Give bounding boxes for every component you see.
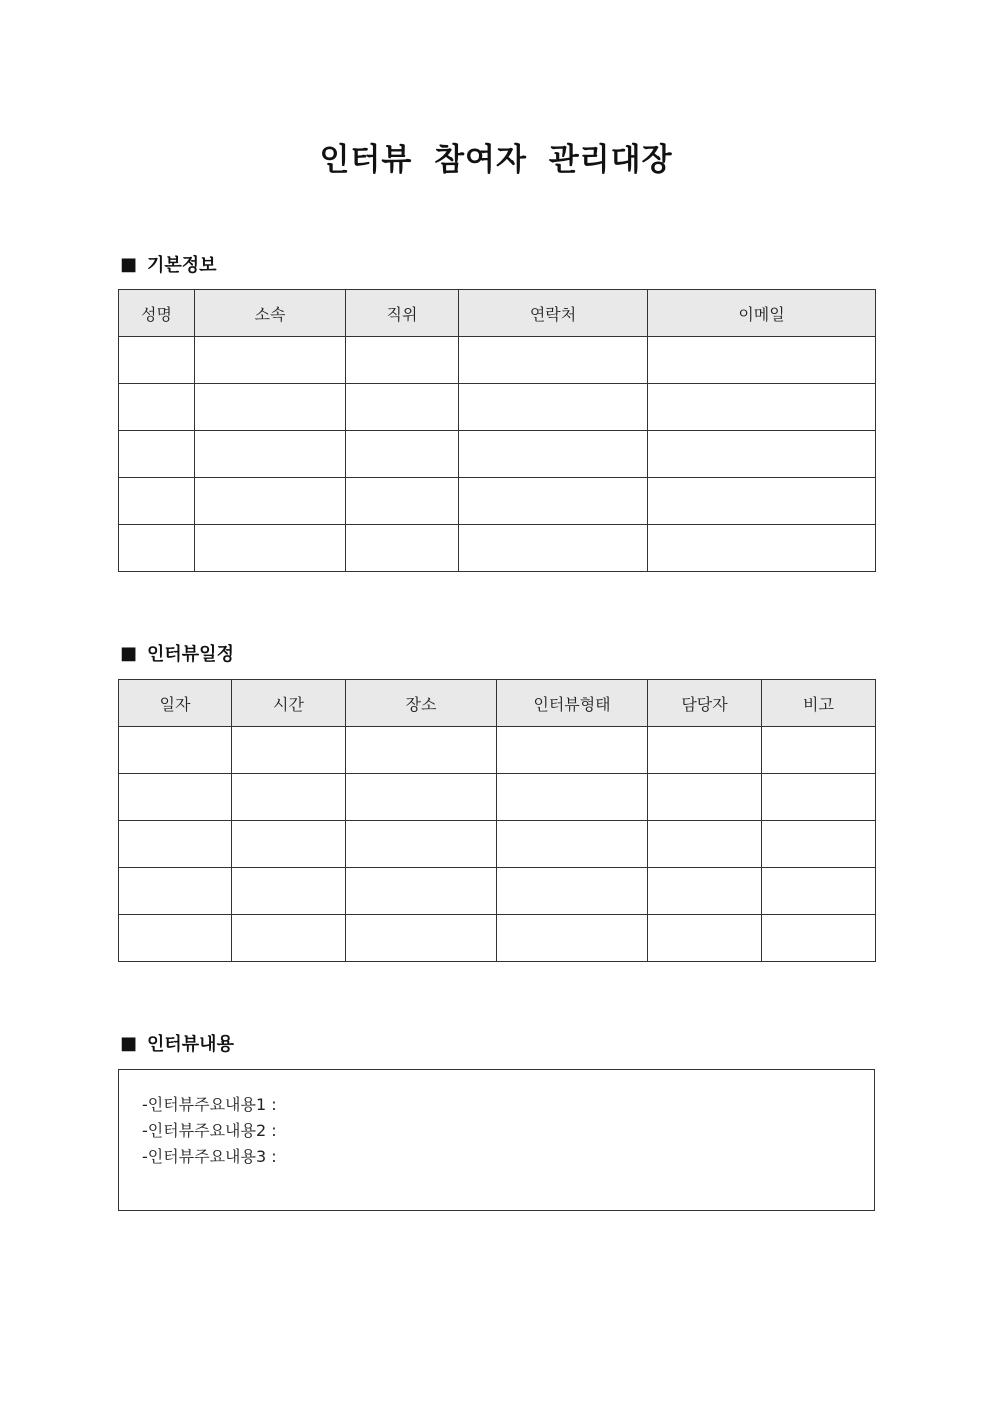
content-line-3: -인터뷰주요내용3 : — [142, 1147, 277, 1166]
table-cell[interactable] — [119, 384, 195, 431]
column-header-interview-type: 인터뷰형태 — [497, 680, 648, 727]
table-header-row — [119, 290, 876, 337]
table-cell[interactable] — [648, 525, 876, 572]
section-heading-label: 기본정보 — [147, 255, 217, 276]
table-cell[interactable] — [346, 525, 459, 572]
table-cell[interactable] — [648, 915, 762, 962]
square-bullet-icon: ■ — [120, 642, 138, 664]
table-cell[interactable] — [119, 431, 195, 478]
table-cell[interactable] — [459, 431, 648, 478]
table-row — [119, 915, 876, 962]
table-cell[interactable] — [497, 821, 648, 868]
table-cell[interactable] — [195, 384, 346, 431]
table-cell[interactable] — [762, 915, 876, 962]
table-row — [119, 727, 876, 774]
table-cell[interactable] — [346, 337, 459, 384]
table-cell[interactable] — [119, 821, 232, 868]
table-cell[interactable] — [459, 384, 648, 431]
table-cell[interactable] — [346, 431, 459, 478]
table-cell[interactable] — [119, 915, 232, 962]
column-header-position: 직위 — [346, 290, 459, 337]
table-row — [119, 384, 876, 431]
table-cell[interactable] — [459, 525, 648, 572]
table-cell[interactable] — [762, 774, 876, 821]
table-cell[interactable] — [648, 727, 762, 774]
table-row — [119, 525, 876, 572]
table-cell[interactable] — [459, 337, 648, 384]
section-heading-label: 인터뷰내용 — [147, 1034, 234, 1055]
column-header-time: 시간 — [232, 680, 346, 727]
table-cell[interactable] — [232, 868, 346, 915]
table-cell[interactable] — [648, 774, 762, 821]
table-cell[interactable] — [762, 868, 876, 915]
column-header-remarks: 비고 — [762, 680, 876, 727]
table-row — [119, 337, 876, 384]
table-cell[interactable] — [762, 821, 876, 868]
content-line-1: -인터뷰주요내용1 : — [142, 1095, 277, 1114]
table-cell[interactable] — [346, 868, 497, 915]
table-cell[interactable] — [119, 774, 232, 821]
table-header-row — [119, 680, 876, 727]
section-heading-schedule — [120, 641, 234, 665]
table-cell[interactable] — [119, 478, 195, 525]
table-row — [119, 774, 876, 821]
section-heading-label: 인터뷰일정 — [147, 644, 234, 665]
table-cell[interactable] — [232, 821, 346, 868]
table-cell[interactable] — [497, 868, 648, 915]
table-cell[interactable] — [346, 915, 497, 962]
column-header-email: 이메일 — [648, 290, 876, 337]
interview-content-box[interactable] — [118, 1069, 875, 1211]
table-cell[interactable] — [497, 774, 648, 821]
table-row — [119, 478, 876, 525]
table-cell[interactable] — [232, 774, 346, 821]
table-cell[interactable] — [346, 774, 497, 821]
table-cell[interactable] — [648, 821, 762, 868]
table-row — [119, 821, 876, 868]
table-row — [119, 868, 876, 915]
table-cell[interactable] — [648, 337, 876, 384]
table-cell[interactable] — [648, 478, 876, 525]
section-heading-basic-info — [120, 252, 217, 276]
column-header-affiliation: 소속 — [195, 290, 346, 337]
table-cell[interactable] — [762, 727, 876, 774]
table-cell[interactable] — [119, 337, 195, 384]
column-header-contact: 연락처 — [459, 290, 648, 337]
square-bullet-icon: ■ — [120, 1032, 138, 1054]
table-cell[interactable] — [648, 431, 876, 478]
table-cell[interactable] — [497, 915, 648, 962]
basic-info-table — [118, 289, 876, 572]
table-cell[interactable] — [648, 868, 762, 915]
column-header-date: 일자 — [119, 680, 232, 727]
table-cell[interactable] — [195, 525, 346, 572]
table-cell[interactable] — [459, 478, 648, 525]
content-line-2: -인터뷰주요내용2 : — [142, 1121, 277, 1140]
table-row — [119, 431, 876, 478]
table-cell[interactable] — [346, 727, 497, 774]
section-heading-content — [120, 1031, 234, 1055]
table-cell[interactable] — [346, 821, 497, 868]
table-cell[interactable] — [232, 727, 346, 774]
column-header-name: 성명 — [119, 290, 195, 337]
square-bullet-icon: ■ — [120, 253, 138, 275]
column-header-place: 장소 — [346, 680, 497, 727]
table-cell[interactable] — [346, 384, 459, 431]
table-cell[interactable] — [195, 431, 346, 478]
table-cell[interactable] — [346, 478, 459, 525]
schedule-table — [118, 679, 876, 962]
table-cell[interactable] — [648, 384, 876, 431]
table-cell[interactable] — [119, 868, 232, 915]
table-cell[interactable] — [195, 337, 346, 384]
column-header-manager: 담당자 — [648, 680, 762, 727]
table-cell[interactable] — [119, 727, 232, 774]
table-cell[interactable] — [195, 478, 346, 525]
table-cell[interactable] — [232, 915, 346, 962]
page-title: 인터뷰 참여자 관리대장 — [319, 142, 673, 178]
table-cell[interactable] — [119, 525, 195, 572]
table-cell[interactable] — [497, 727, 648, 774]
